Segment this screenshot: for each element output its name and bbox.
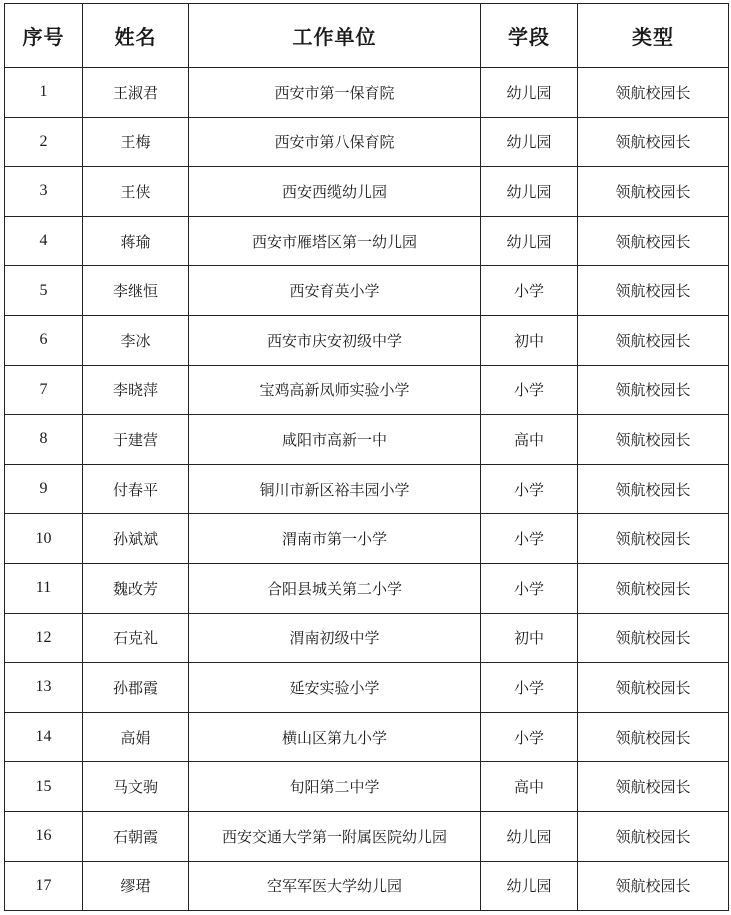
cell-stage: 幼儿园 [481, 117, 578, 167]
table-row [5, 167, 729, 217]
cell-stage: 小学 [481, 563, 578, 613]
cell-type: 领航校园长 [578, 712, 729, 762]
leader-table [4, 3, 729, 911]
cell-workplace: 西安市庆安初级中学 [189, 315, 481, 365]
cell-index: 12 [5, 613, 83, 663]
table-body [5, 68, 729, 911]
table-row [5, 68, 729, 118]
cell-type: 领航校园长 [578, 663, 729, 713]
cell-workplace: 西安市第一保育院 [189, 68, 481, 118]
cell-workplace: 西安育英小学 [189, 266, 481, 316]
table-row [5, 266, 729, 316]
cell-workplace: 空军军医大学幼儿园 [189, 861, 481, 911]
cell-type: 领航校园长 [578, 514, 729, 564]
cell-workplace: 西安市雁塔区第一幼儿园 [189, 216, 481, 266]
cell-workplace: 渭南市第一小学 [189, 514, 481, 564]
cell-stage: 初中 [481, 613, 578, 663]
cell-name: 石克礼 [83, 613, 189, 663]
cell-stage: 小学 [481, 712, 578, 762]
cell-workplace: 西安西缆幼儿园 [189, 167, 481, 217]
cell-workplace: 横山区第九小学 [189, 712, 481, 762]
cell-stage: 高中 [481, 415, 578, 465]
cell-index: 5 [5, 266, 83, 316]
cell-workplace: 渭南初级中学 [189, 613, 481, 663]
table-row [5, 762, 729, 812]
cell-workplace: 铜川市新区裕丰园小学 [189, 464, 481, 514]
cell-type: 领航校园长 [578, 415, 729, 465]
cell-type: 领航校园长 [578, 117, 729, 167]
table-row [5, 861, 729, 911]
cell-index: 7 [5, 365, 83, 415]
header-type: 类型 [578, 4, 729, 68]
cell-index: 17 [5, 861, 83, 911]
cell-type: 领航校园长 [578, 762, 729, 812]
cell-name: 石朝霞 [83, 811, 189, 861]
table-row [5, 811, 729, 861]
cell-stage: 幼儿园 [481, 167, 578, 217]
header-name: 姓名 [83, 4, 189, 68]
cell-name: 付春平 [83, 464, 189, 514]
table-row [5, 365, 729, 415]
cell-workplace: 延安实验小学 [189, 663, 481, 713]
cell-index: 15 [5, 762, 83, 812]
table-row [5, 514, 729, 564]
cell-name: 王侠 [83, 167, 189, 217]
cell-stage: 小学 [481, 464, 578, 514]
cell-stage: 小学 [481, 365, 578, 415]
cell-index: 6 [5, 315, 83, 365]
cell-stage: 高中 [481, 762, 578, 812]
table-row [5, 464, 729, 514]
cell-index: 1 [5, 68, 83, 118]
header-index: 序号 [5, 4, 83, 68]
table-row [5, 613, 729, 663]
cell-stage: 幼儿园 [481, 216, 578, 266]
cell-name: 蒋瑜 [83, 216, 189, 266]
cell-name: 缪珺 [83, 861, 189, 911]
cell-type: 领航校园长 [578, 464, 729, 514]
cell-type: 领航校园长 [578, 167, 729, 217]
cell-stage: 幼儿园 [481, 811, 578, 861]
cell-index: 9 [5, 464, 83, 514]
table-row [5, 117, 729, 167]
cell-workplace: 合阳县城关第二小学 [189, 563, 481, 613]
table-row [5, 663, 729, 713]
cell-stage: 小学 [481, 266, 578, 316]
cell-index: 11 [5, 563, 83, 613]
cell-type: 领航校园长 [578, 216, 729, 266]
cell-stage: 初中 [481, 315, 578, 365]
cell-type: 领航校园长 [578, 563, 729, 613]
cell-workplace: 西安市第八保育院 [189, 117, 481, 167]
cell-index: 14 [5, 712, 83, 762]
cell-index: 3 [5, 167, 83, 217]
cell-index: 16 [5, 811, 83, 861]
cell-name: 孙斌斌 [83, 514, 189, 564]
cell-name: 王淑君 [83, 68, 189, 118]
cell-name: 李晓萍 [83, 365, 189, 415]
cell-index: 2 [5, 117, 83, 167]
table-row [5, 216, 729, 266]
cell-name: 于建营 [83, 415, 189, 465]
cell-stage: 小学 [481, 663, 578, 713]
cell-name: 李冰 [83, 315, 189, 365]
cell-name: 李继恒 [83, 266, 189, 316]
cell-stage: 幼儿园 [481, 861, 578, 911]
cell-name: 王梅 [83, 117, 189, 167]
cell-stage: 幼儿园 [481, 68, 578, 118]
header-stage: 学段 [481, 4, 578, 68]
cell-name: 高娟 [83, 712, 189, 762]
table-header [5, 4, 729, 68]
cell-index: 13 [5, 663, 83, 713]
cell-name: 魏改芳 [83, 563, 189, 613]
cell-type: 领航校园长 [578, 365, 729, 415]
header-workplace: 工作单位 [189, 4, 481, 68]
table-row [5, 563, 729, 613]
cell-workplace: 宝鸡高新凤师实验小学 [189, 365, 481, 415]
table-row [5, 315, 729, 365]
cell-index: 10 [5, 514, 83, 564]
cell-type: 领航校园长 [578, 315, 729, 365]
cell-index: 8 [5, 415, 83, 465]
cell-name: 马文驹 [83, 762, 189, 812]
cell-name: 孙郡霞 [83, 663, 189, 713]
cell-type: 领航校园长 [578, 861, 729, 911]
table-row [5, 712, 729, 762]
cell-index: 4 [5, 216, 83, 266]
cell-type: 领航校园长 [578, 266, 729, 316]
cell-workplace: 咸阳市高新一中 [189, 415, 481, 465]
cell-type: 领航校园长 [578, 68, 729, 118]
table-row [5, 415, 729, 465]
cell-workplace: 西安交通大学第一附属医院幼儿园 [189, 811, 481, 861]
cell-type: 领航校园长 [578, 811, 729, 861]
cell-type: 领航校园长 [578, 613, 729, 663]
header-row [5, 4, 729, 68]
cell-stage: 小学 [481, 514, 578, 564]
cell-workplace: 旬阳第二中学 [189, 762, 481, 812]
